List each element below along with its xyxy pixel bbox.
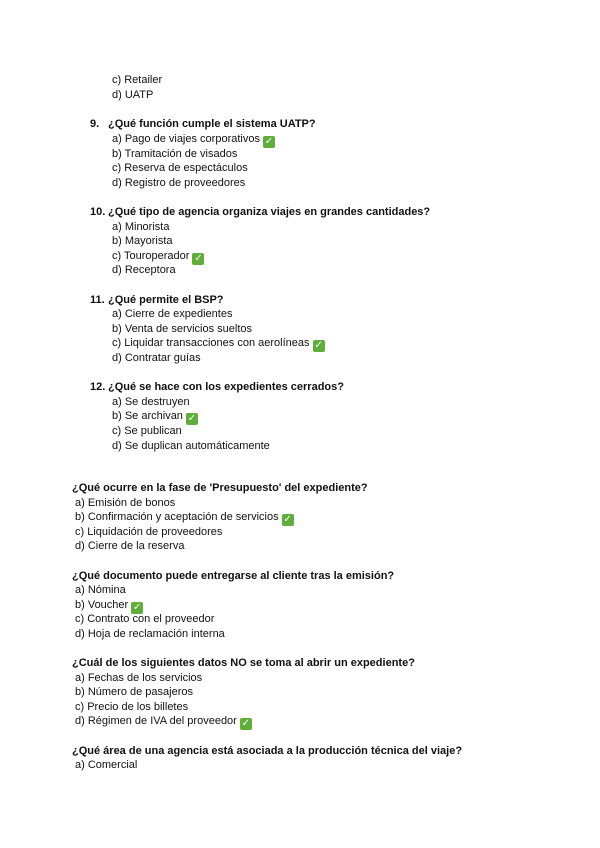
answer-option	[112, 395, 190, 409]
answer-option-text: d) Cierre de la reserva	[75, 540, 185, 552]
answer-option	[112, 409, 198, 425]
question-heading	[90, 205, 430, 219]
question-text: ¿Qué tipo de agencia organiza viajes en grandes cantidades?	[108, 206, 431, 218]
answer-option-text: a) Se destruyen	[112, 396, 190, 408]
question-text: ¿Qué área de una agencia está asociada a la producción técnica del viaje?	[72, 745, 463, 757]
question-text: ¿Qué ocurre en la fase de 'Presupuesto' del expediente?	[72, 482, 368, 494]
answer-option	[112, 73, 162, 87]
question-number: 12.	[90, 381, 106, 393]
answer-option	[112, 132, 275, 148]
question-heading	[72, 481, 368, 495]
answer-option	[75, 758, 137, 772]
answer-option-text: b) Voucher	[75, 599, 129, 611]
question-text: ¿Qué permite el BSP?	[108, 294, 224, 306]
answer-option-text: b) Venta de servicios sueltos	[112, 323, 253, 335]
answer-option-text: a) Nómina	[75, 584, 126, 596]
answer-option-text: d) UATP	[112, 89, 154, 101]
question-number: 9.	[90, 118, 100, 130]
answer-option	[75, 612, 214, 626]
answer-option	[112, 263, 176, 277]
answer-option-text: a) Pago de viajes corporativos	[112, 133, 260, 145]
answer-option	[112, 147, 237, 161]
checkmark-icon: ✓	[241, 718, 251, 729]
answer-option	[75, 539, 184, 553]
answer-option-text: a) Fechas de los servicios	[75, 672, 203, 684]
answer-option	[75, 714, 252, 730]
checkmark-icon: ✓	[314, 340, 323, 351]
answer-option-text: a) Minorista	[112, 221, 170, 233]
answer-option	[112, 424, 182, 438]
answer-option	[112, 220, 169, 234]
answer-option-text: d) Registro de proveedores	[112, 177, 246, 189]
answer-option	[75, 510, 294, 526]
question-number: 10.	[90, 206, 106, 218]
question-number: 11.	[90, 294, 105, 306]
answer-option-text: a) Comercial	[75, 759, 138, 771]
question-heading	[90, 117, 316, 131]
answer-option	[112, 336, 325, 352]
answer-option	[75, 685, 193, 699]
answer-option	[112, 161, 248, 175]
answer-option	[75, 700, 188, 714]
answer-option	[112, 439, 270, 453]
answer-option-text: b) Se archivan	[112, 410, 183, 422]
checkmark-icon: ✓	[264, 136, 274, 147]
checkmark-icon: ✓	[187, 413, 197, 424]
answer-option	[75, 671, 202, 685]
answer-option	[75, 583, 126, 597]
answer-option-text: b) Confirmación y aceptación de servicios	[75, 511, 279, 523]
question-text: ¿Qué se hace con los expedientes cerrados?	[108, 381, 344, 393]
answer-option	[112, 176, 245, 190]
answer-option-text: c) Se publican	[112, 425, 182, 437]
answer-option-text: b) Mayorista	[112, 235, 173, 247]
question-text: ¿Qué documento puede entregarse al cliente tras la emisión?	[72, 570, 395, 582]
question-text: ¿Qué función cumple el sistema UATP?	[108, 118, 316, 130]
question-heading	[72, 569, 394, 583]
answer-option-text: a) Emisión de bonos	[75, 497, 176, 509]
checkmark-icon: ✓	[133, 602, 142, 613]
answer-option-text: b) Número de pasajeros	[75, 686, 194, 698]
answer-option	[75, 525, 222, 539]
question-heading	[90, 380, 344, 394]
answer-option	[75, 627, 225, 641]
answer-option-text: c) Precio de los billetes	[75, 701, 189, 713]
answer-option-text: b) Tramitación de visados	[112, 148, 238, 160]
answer-option-text: d) Contratar guías	[112, 352, 201, 364]
answer-option	[112, 307, 232, 321]
answer-option-text: c) Retailer	[112, 74, 163, 86]
checkmark-icon: ✓	[283, 514, 292, 525]
answer-option	[112, 322, 252, 336]
question-text: ¿Cuál de los siguientes datos NO se toma al abrir un expediente?	[72, 657, 415, 669]
answer-option	[112, 234, 173, 248]
checkmark-icon: ✓	[194, 253, 203, 264]
answer-option-text: c) Contrato con el proveedor	[75, 613, 215, 625]
answer-option-text: c) Liquidación de proveedores	[75, 526, 223, 538]
answer-option	[112, 88, 153, 102]
answer-option	[112, 351, 201, 365]
question-heading	[90, 293, 224, 307]
question-heading	[72, 744, 462, 758]
answer-option-text: c) Reserva de espectáculos	[112, 162, 248, 174]
answer-option-text: d) Hoja de reclamación interna	[75, 628, 225, 640]
answer-option-text: d) Régimen de IVA del proveedor	[75, 715, 237, 727]
answer-option-text: d) Receptora	[112, 264, 176, 276]
answer-option-text: a) Cierre de expedientes	[112, 308, 233, 320]
answer-option	[75, 496, 175, 510]
answer-option-text: c) Touroperador	[112, 250, 190, 262]
question-heading	[72, 656, 415, 670]
answer-option-text: c) Liquidar transacciones con aerolíneas	[112, 337, 310, 349]
answer-option-text: d) Se duplican automáticamente	[112, 440, 270, 452]
